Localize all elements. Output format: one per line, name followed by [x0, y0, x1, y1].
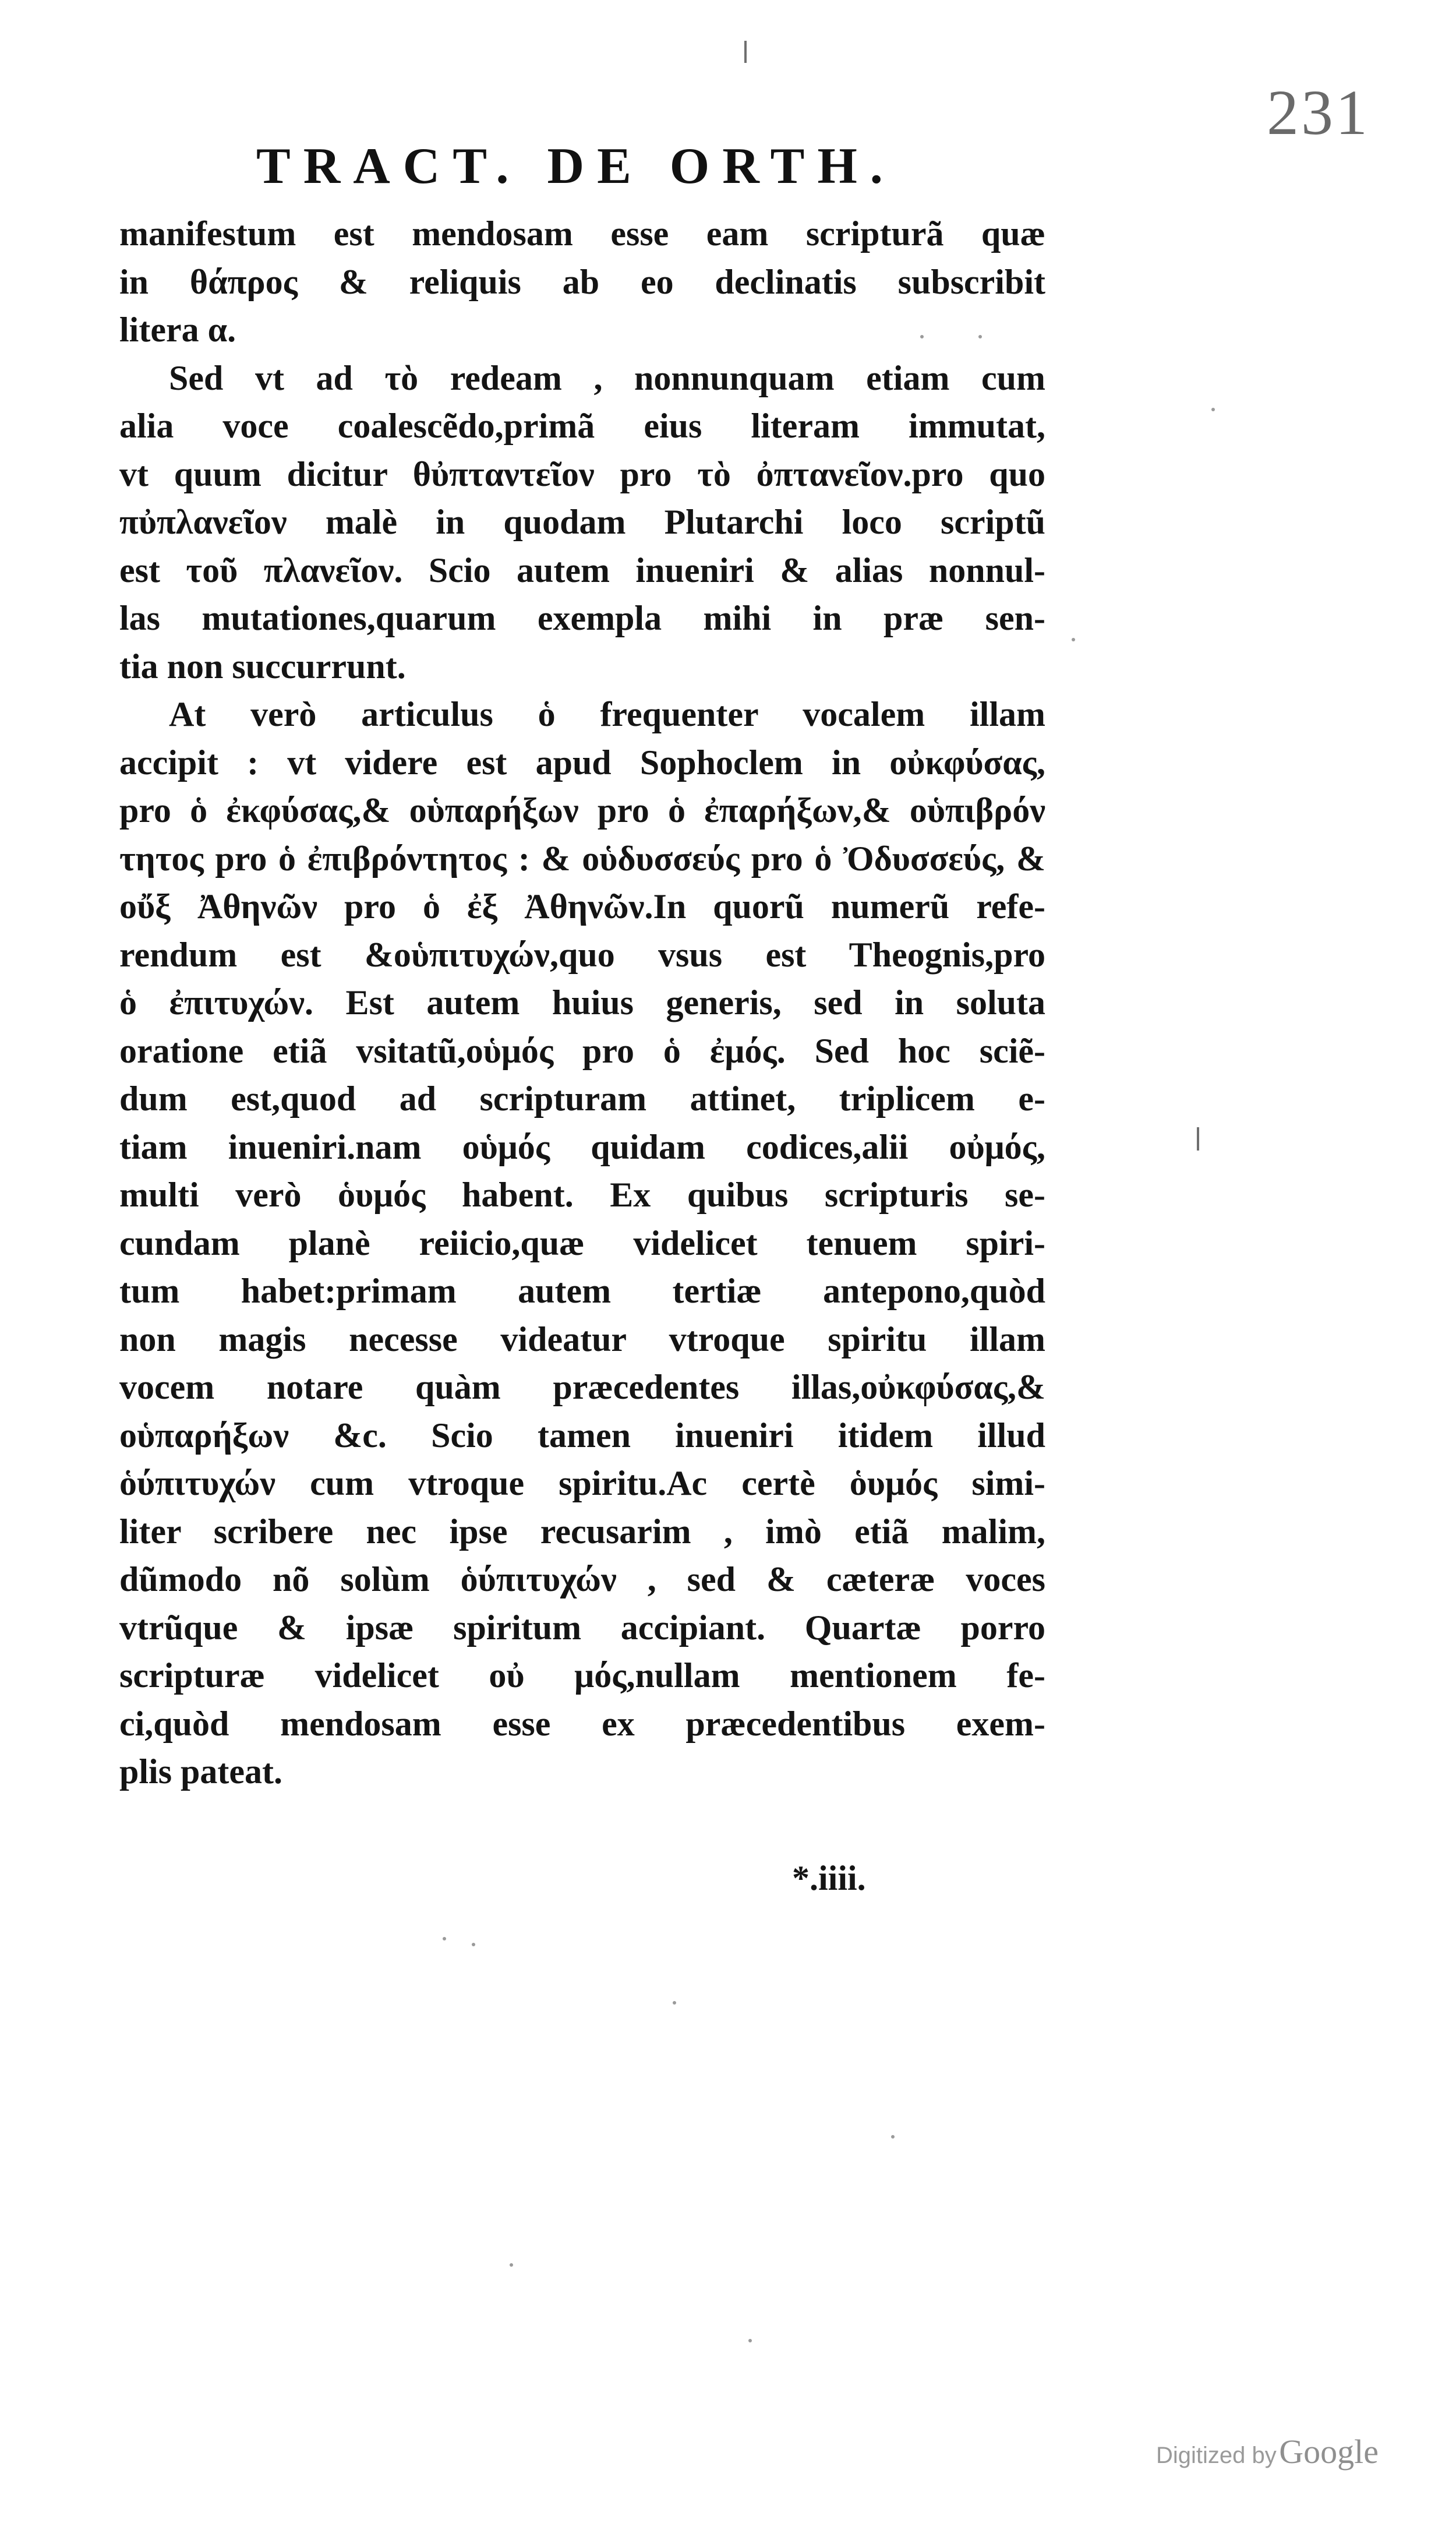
text-line: ci,quòd mendosam esse ex præcedentibus exem-: [119, 1704, 1045, 1743]
watermark-prefix: Digitized by: [1156, 2443, 1277, 2468]
text-line: vocem notare quàm præcedentes illas,οὐκφύσας,&: [119, 1368, 1045, 1406]
text-line: scripturæ videlicet οὐ μός,nullam mentionem fe-: [119, 1656, 1045, 1695]
text-line: litera α.: [119, 310, 236, 349]
text-line: dũmodo nõ solùm ὁύπιτυχών , sed & cæteræ voces: [119, 1560, 1045, 1599]
text-line: At verò articulus ὁ frequenter vocalem illam: [169, 695, 1045, 733]
text-line: tum habet:primam autem tertiæ antepono,quòd: [119, 1272, 1045, 1310]
text-line: manifestum est mendosam esse eam scripturã quæ: [119, 214, 1045, 253]
body-text: [119, 210, 1045, 1796]
text-line: pro ὁ ἐκφύσας,& οὑπαρήξων pro ὁ ἐπαρήξων,& οὑπιβρόν: [119, 791, 1045, 830]
folio-number: 231: [1267, 77, 1370, 148]
text-line: tiam inueniri.nam οὑμός quidam codices,alii οὐμός,: [119, 1127, 1045, 1166]
text-line: est τοῦ πλανεῖον. Scio autem inueniri & alias nonnul-: [119, 551, 1045, 590]
text-line: las mutationes,quarum exempla mihi in præ sen-: [119, 599, 1045, 637]
text-line: alia voce coalescẽdo,primã eius literam immutat,: [119, 407, 1045, 445]
signature-mark: *.iiii.: [792, 1859, 866, 1897]
scan-mark-margin: [1197, 1127, 1199, 1151]
text-line: rendum est &οὑπιτυχών,quo vsus est Theognis,pro: [119, 935, 1045, 974]
text-line: accipit : vt videre est apud Sophoclem in οὐκφύσας,: [119, 743, 1045, 782]
text-line: oratione etiã vsitatũ,οὑμός pro ὁ ἐμός. Sed hoc sciẽ-: [119, 1031, 1045, 1070]
text-line: οὑπαρήξων &c. Scio tamen inueniri itidem illud: [119, 1416, 1045, 1455]
scan-mark-top: [744, 41, 747, 63]
watermark-brand: Google: [1279, 2433, 1379, 2471]
text-line: plis pateat.: [119, 1752, 283, 1791]
text-line: tia non succurrunt.: [119, 647, 406, 686]
text-line: liter scribere nec ipse recusarim , imò etiã malim,: [119, 1512, 1045, 1551]
digitized-watermark: [1156, 2432, 1379, 2471]
text-line: οὔξ Ἀθηνῶν pro ὁ ἐξ Ἀθηνῶν.In quorũ numerũ refe-: [119, 887, 1045, 926]
text-line: multi verò ὁυμός habent. Ex quibus scripturis se-: [119, 1176, 1045, 1214]
text-line: ὁ ἐπιτυχών. Est autem huius generis, sed in soluta: [119, 983, 1045, 1022]
text-line: non magis necesse videatur vtroque spiritu illam: [119, 1319, 1045, 1358]
text-line: τητος pro ὁ ἐπιβρόντητος : & οὑδυσσεύς pro ὁ Ὀδυσσεύς, &: [119, 839, 1045, 878]
text-line: vtrũque & ipsæ spiritum accipiant. Quartæ porro: [119, 1608, 1045, 1647]
running-head: TRACT. DE ORTH.: [256, 138, 896, 195]
text-line: vt quum dicitur θὐπταντεῖον pro τὸ ὀπτανεῖον.pro quo: [119, 454, 1045, 493]
text-line: ὁύπιτυχών cum vtroque spiritu.Ac certè ὁυμός simi-: [119, 1464, 1045, 1502]
text-line: dum est,quod ad scripturam attinet, triplicem e-: [119, 1079, 1045, 1118]
text-line: cundam planè reiicio,quæ videlicet tenuem spiri-: [119, 1223, 1045, 1262]
text-line: in θάπρος & reliquis ab eo declinatis subscribit: [119, 262, 1045, 301]
text-line: Sed vt ad τὸ redeam , nonnunquam etiam cum: [169, 358, 1045, 397]
text-line: πὐπλανεῖον malè in quodam Plutarchi loco scriptũ: [119, 503, 1045, 541]
